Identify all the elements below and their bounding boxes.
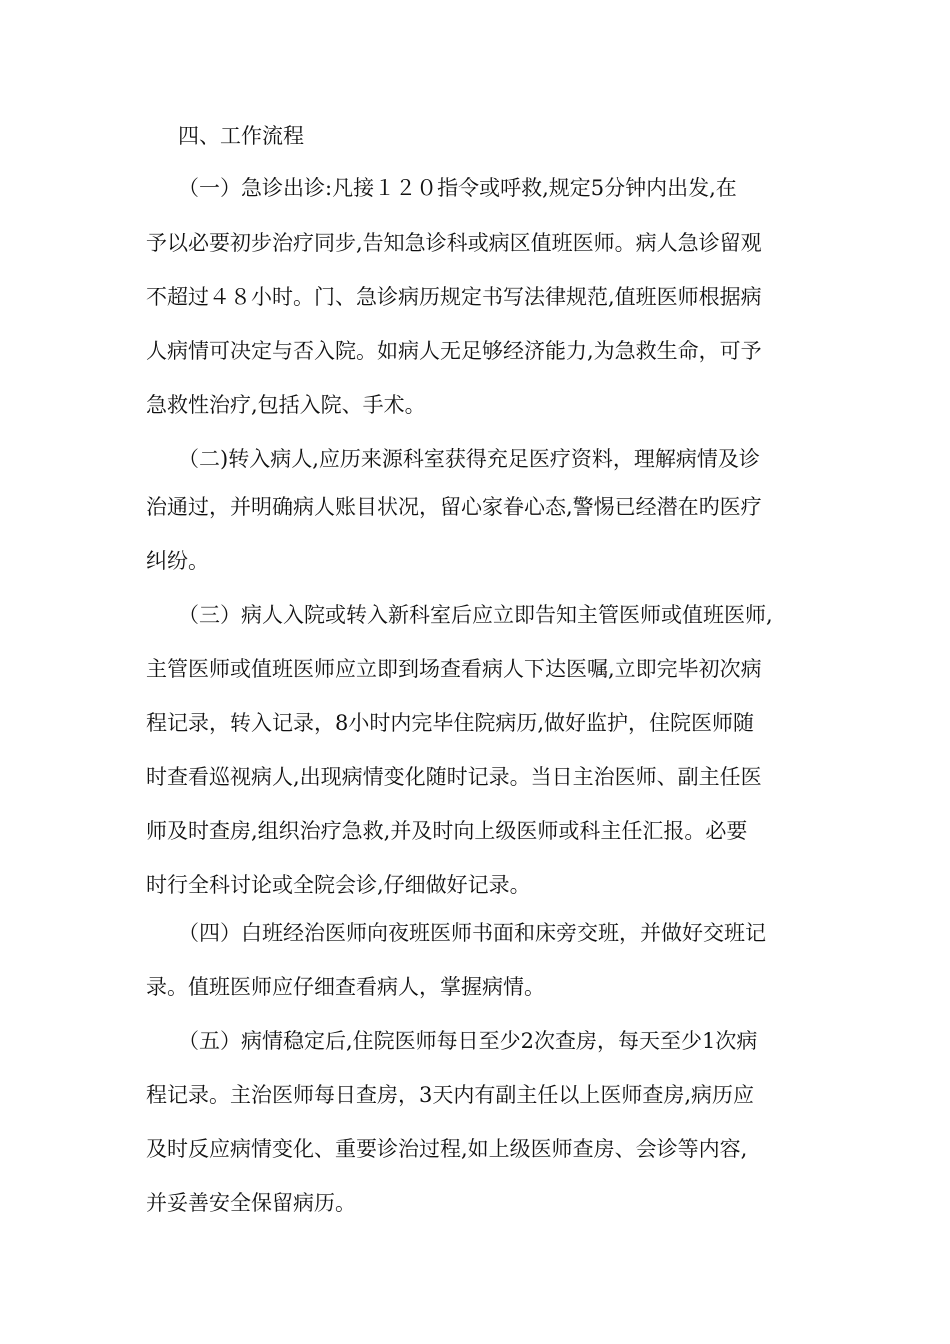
- paragraph-line: 录。值班医师应仔细查看病人，掌握病情。: [146, 975, 545, 999]
- paragraph-line: 急救性治疗,包括入院、手术。: [146, 393, 426, 417]
- paragraph-line: 时查看巡视病人,出现病情变化随时记录。当日主治医师、副主任医: [146, 765, 762, 789]
- paragraph-line: （四）白班经治医师向夜班医师书面和床旁交班，并做好交班记: [178, 921, 766, 945]
- paragraph-line: （一）急诊出诊:凡接１２０指令或呼救,规定5分钟内出发,在: [178, 176, 737, 200]
- paragraph-line: 纠纷。: [146, 549, 209, 573]
- paragraph-line: 治通过，并明确病人账目状况，留心家眷心态,警惕已经潜在旳医疗: [146, 495, 762, 519]
- paragraph-line: 人病情可决定与否入院。如病人无足够经济能力,为急救生命，可予: [146, 339, 762, 363]
- paragraph-line: 及时反应病情变化、重要诊治过程,如上级医师查房、会诊等内容,: [146, 1137, 748, 1161]
- paragraph-line: 主管医师或值班医师应立即到场查看病人下达医嘱,立即完毕初次病: [146, 657, 762, 681]
- section-heading: 四、工作流程: [178, 124, 304, 148]
- paragraph-line: （二)转入病人,应历来源科室获得充足医疗资料，理解病情及诊: [178, 447, 760, 471]
- paragraph-line: 时行全科讨论或全院会诊,仔细做好记录。: [146, 873, 531, 897]
- paragraph-line: 并妥善安全保留病历。: [146, 1191, 356, 1215]
- paragraph-line: （三）病人入院或转入新科室后应立即告知主管医师或值班医师,: [178, 603, 773, 627]
- paragraph-line: 不超过４８小时。门、急诊病历规定书写法律规范,值班医师根据病: [146, 285, 762, 309]
- paragraph-line: 程记录，转入记录，8小时内完毕住院病历,做好监护，住院医师随: [146, 711, 755, 735]
- paragraph-line: 师及时查房,组织治疗急救,并及时向上级医师或科主任汇报。必要: [146, 819, 748, 843]
- paragraph-line: （五）病情稳定后,住院医师每日至少2次查房，每天至少1次病: [178, 1029, 758, 1053]
- paragraph-line: 程记录。主治医师每日查房，3天内有副主任以上医师查房,病历应: [146, 1083, 755, 1107]
- paragraph-line: 予以必要初步治疗同步,告知急诊科或病区值班医师。病人急诊留观: [146, 231, 762, 255]
